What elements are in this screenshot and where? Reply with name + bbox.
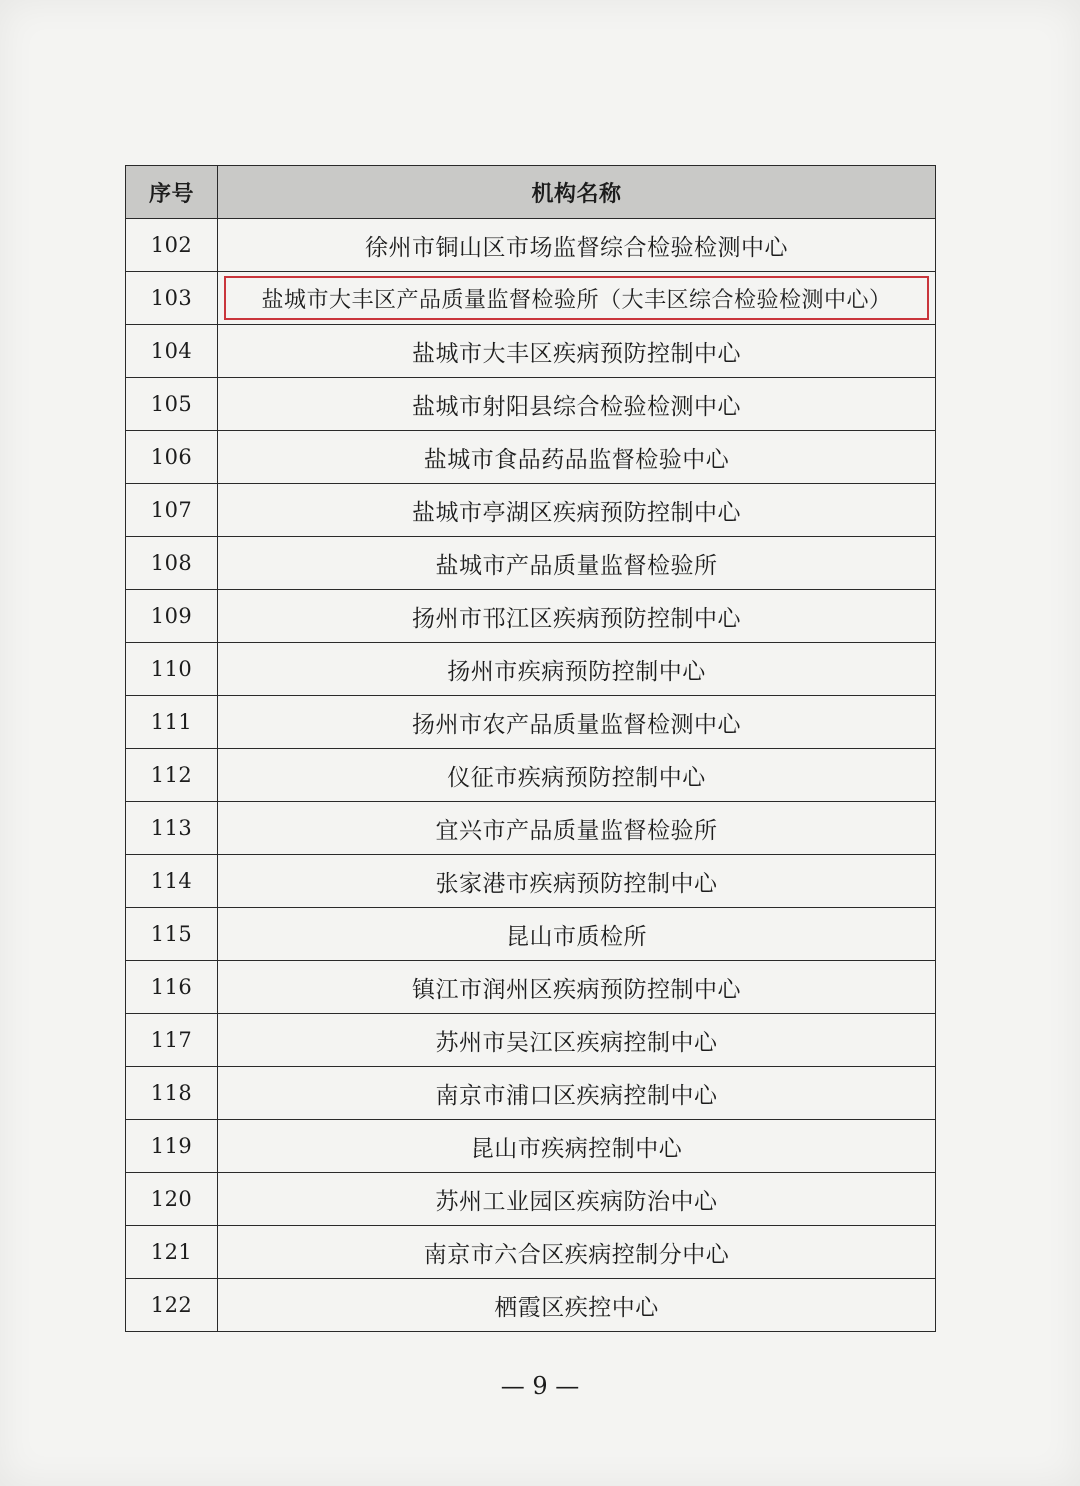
institution-name-text: 盐城市食品药品监督检验中心 bbox=[423, 446, 730, 473]
table-row bbox=[126, 1173, 936, 1226]
serial-number-cell: 109 bbox=[126, 590, 218, 643]
header-institution-name: 机构名称 bbox=[218, 166, 936, 219]
institution-name-text: 扬州市邗江区疾病预防控制中心 bbox=[412, 605, 741, 632]
institution-name-cell bbox=[218, 325, 936, 378]
serial-number-cell: 107 bbox=[126, 484, 218, 537]
table-row bbox=[126, 855, 936, 908]
institution-name-cell bbox=[218, 431, 936, 484]
institution-name-cell bbox=[218, 1226, 936, 1279]
table-row bbox=[126, 325, 936, 378]
institution-name-cell bbox=[218, 749, 936, 802]
serial-number-cell: 115 bbox=[126, 908, 218, 961]
table-row bbox=[126, 537, 936, 590]
institution-name-text: 南京市浦口区疾病控制中心 bbox=[435, 1082, 718, 1109]
table-row bbox=[126, 908, 936, 961]
institution-name-text: 镇江市润州区疾病预防控制中心 bbox=[412, 976, 741, 1003]
header-serial-number: 序号 bbox=[126, 166, 218, 219]
table-row bbox=[126, 961, 936, 1014]
table-body bbox=[126, 219, 936, 1332]
table-row bbox=[126, 378, 936, 431]
table-row bbox=[126, 272, 936, 325]
serial-number-cell: 118 bbox=[126, 1067, 218, 1120]
serial-number-cell: 105 bbox=[126, 378, 218, 431]
institution-name-text: 扬州市疾病预防控制中心 bbox=[447, 658, 706, 685]
institution-name-text: 苏州市吴江区疾病控制中心 bbox=[435, 1029, 718, 1056]
serial-number-cell: 111 bbox=[126, 696, 218, 749]
page-number: — 9 — bbox=[500, 1372, 580, 1400]
institution-name-text: 南京市六合区疾病控制分中心 bbox=[423, 1241, 730, 1268]
table-row bbox=[126, 219, 936, 272]
serial-number-cell: 113 bbox=[126, 802, 218, 855]
institution-name-text: 仪征市疾病预防控制中心 bbox=[447, 764, 706, 791]
institution-name-text: 盐城市射阳县综合检验检测中心 bbox=[412, 393, 741, 420]
institution-name-cell bbox=[218, 272, 936, 325]
institution-name-cell bbox=[218, 378, 936, 431]
institution-name-cell bbox=[218, 696, 936, 749]
serial-number-cell: 117 bbox=[126, 1014, 218, 1067]
institution-name-cell bbox=[218, 1279, 936, 1332]
table-header-row bbox=[126, 166, 936, 219]
institution-name-text: 栖霞区疾控中心 bbox=[494, 1294, 659, 1321]
table-row bbox=[126, 1226, 936, 1279]
institution-name-text: 苏州工业园区疾病防治中心 bbox=[435, 1188, 718, 1215]
serial-number-cell: 116 bbox=[126, 961, 218, 1014]
institution-name-text: 昆山市疾病控制中心 bbox=[470, 1135, 683, 1162]
institution-name-text: 徐州市铜山区市场监督综合检验检测中心 bbox=[365, 234, 788, 261]
institution-name-text: 盐城市产品质量监督检验所 bbox=[435, 552, 718, 579]
institution-name-cell bbox=[218, 590, 936, 643]
institution-name-cell bbox=[218, 643, 936, 696]
table-row bbox=[126, 1279, 936, 1332]
institution-name-text: 盐城市大丰区疾病预防控制中心 bbox=[412, 340, 741, 367]
table-row bbox=[126, 643, 936, 696]
serial-number-cell: 121 bbox=[126, 1226, 218, 1279]
serial-number-cell: 110 bbox=[126, 643, 218, 696]
institution-name-cell bbox=[218, 1014, 936, 1067]
table-row bbox=[126, 1120, 936, 1173]
table-row bbox=[126, 802, 936, 855]
serial-number-cell: 114 bbox=[126, 855, 218, 908]
serial-number-cell: 102 bbox=[126, 219, 218, 272]
institution-name-text: 张家港市疾病预防控制中心 bbox=[435, 870, 718, 897]
serial-number-cell: 120 bbox=[126, 1173, 218, 1226]
institution-name-cell bbox=[218, 537, 936, 590]
institution-name-cell bbox=[218, 484, 936, 537]
institution-table-container bbox=[125, 165, 935, 1332]
table-row bbox=[126, 431, 936, 484]
table-row bbox=[126, 696, 936, 749]
institution-name-cell bbox=[218, 1067, 936, 1120]
institution-table bbox=[125, 165, 936, 1332]
table-row bbox=[126, 1014, 936, 1067]
serial-number-cell: 104 bbox=[126, 325, 218, 378]
institution-name-cell bbox=[218, 961, 936, 1014]
institution-name-text: 盐城市亭湖区疾病预防控制中心 bbox=[412, 499, 741, 526]
institution-name-cell bbox=[218, 855, 936, 908]
institution-name-text: 宜兴市产品质量监督检验所 bbox=[435, 817, 718, 844]
institution-name-cell bbox=[218, 802, 936, 855]
table-row bbox=[126, 749, 936, 802]
serial-number-cell: 106 bbox=[126, 431, 218, 484]
table-row bbox=[126, 590, 936, 643]
institution-name-cell bbox=[218, 908, 936, 961]
institution-name-text: 扬州市农产品质量监督检测中心 bbox=[412, 711, 741, 738]
serial-number-cell: 112 bbox=[126, 749, 218, 802]
table-row bbox=[126, 1067, 936, 1120]
institution-name-cell bbox=[218, 1120, 936, 1173]
serial-number-cell: 122 bbox=[126, 1279, 218, 1332]
table-row bbox=[126, 484, 936, 537]
serial-number-cell: 103 bbox=[126, 272, 218, 325]
serial-number-cell: 119 bbox=[126, 1120, 218, 1173]
institution-name-cell bbox=[218, 1173, 936, 1226]
institution-name-text: 昆山市质检所 bbox=[506, 923, 647, 950]
serial-number-cell: 108 bbox=[126, 537, 218, 590]
institution-name-text: 盐城市大丰区产品质量监督检验所（大丰区综合检验检测中心） bbox=[261, 287, 892, 313]
institution-name-cell bbox=[218, 219, 936, 272]
